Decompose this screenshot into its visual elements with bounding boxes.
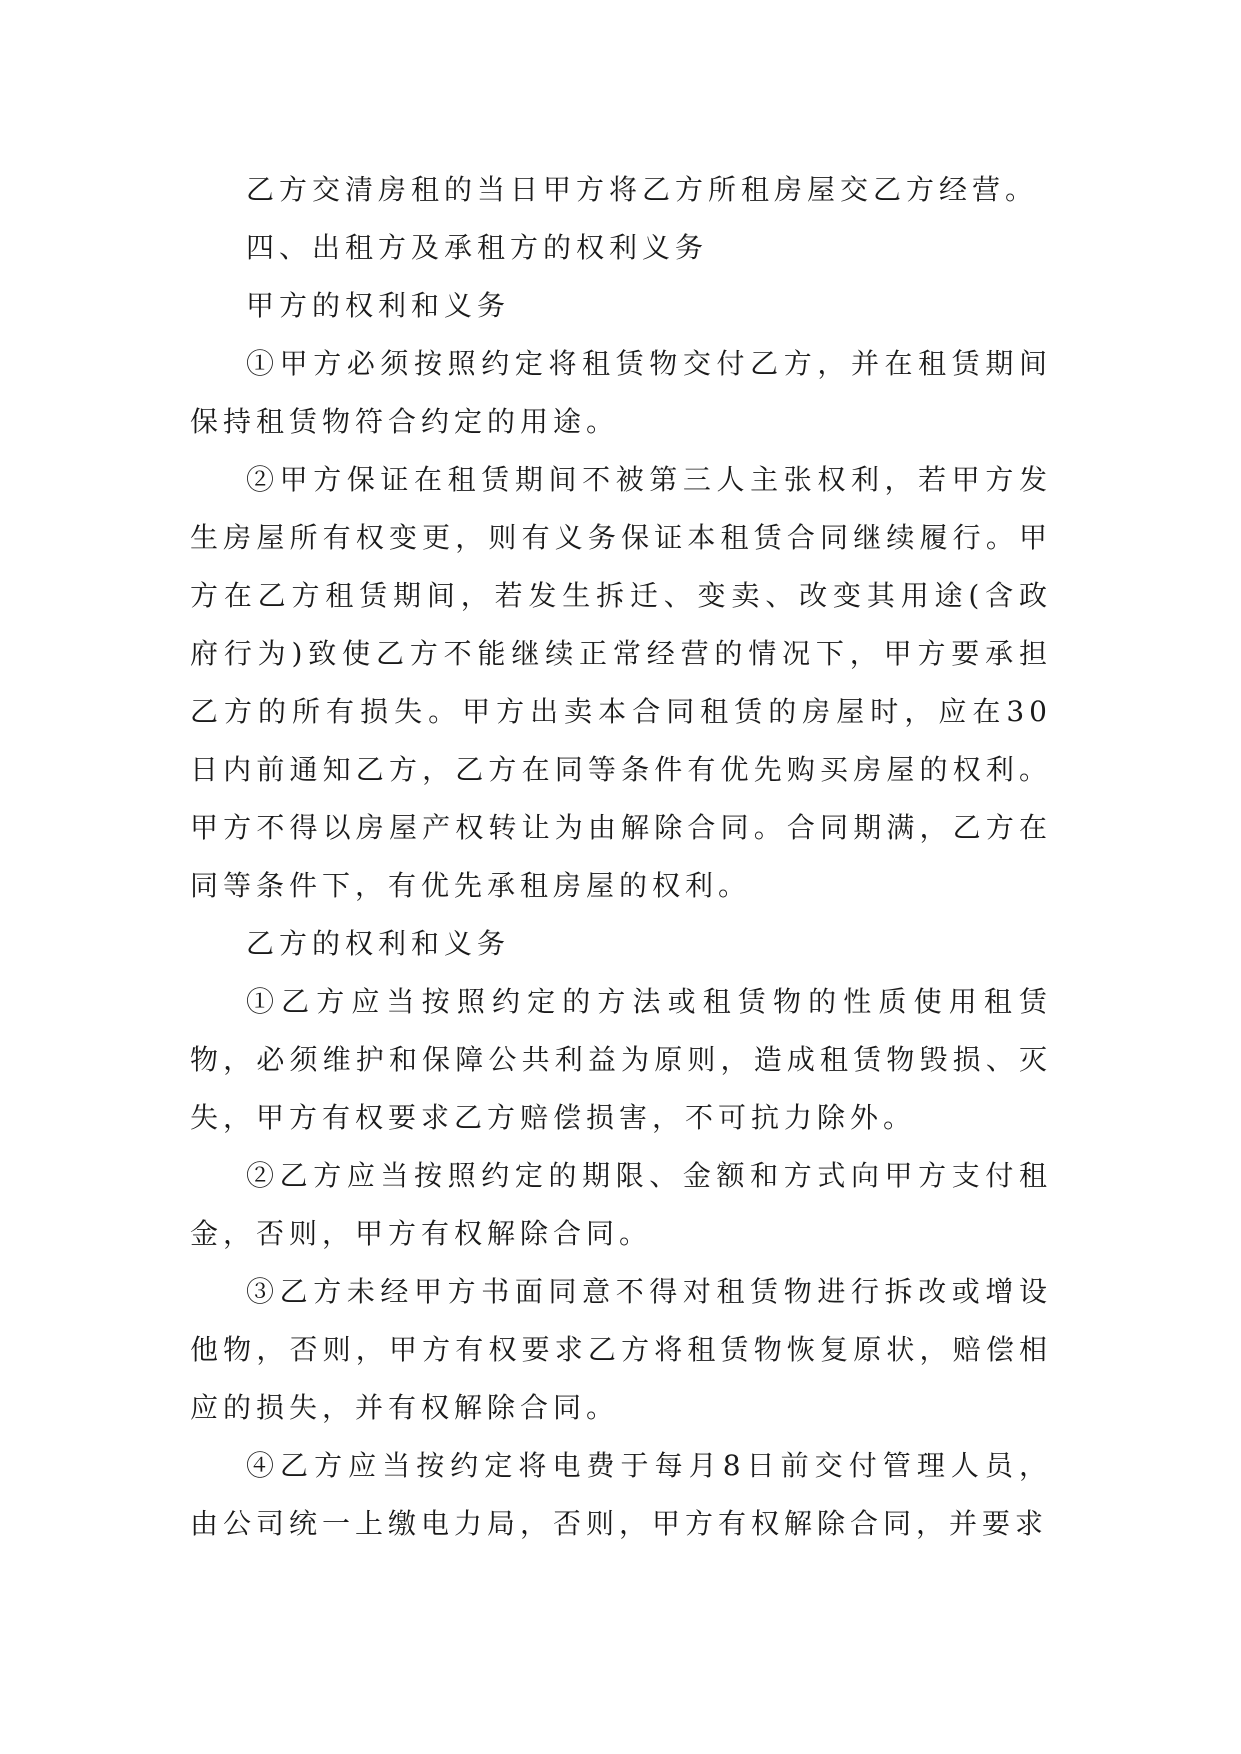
paragraph-rent-handover: 乙方交清房租的当日甲方将乙方所租房屋交乙方经营。 <box>246 173 1039 206</box>
subheading-party-b-rights: 乙方的权利和义务 <box>246 927 511 960</box>
paragraph-party-a-clause-2: ②甲方保证在租赁期间不被第三人主张权利，若甲方发生房屋所有权变更，则有义务保证本租赁合同继续履行。甲方在乙方租赁期间，若发生拆迁、变卖、改变其用途(含政府行为)致使乙方不能继续正常经营的情况下，甲方要承担乙方的所有损失。甲方出卖本合同租赁的房屋时，应在30日内前通知乙方，乙方在同等条件有优先购买房屋的权利。甲方不得以房屋产权转让为由解除合同。合同期满，乙方在同等条件下，有优先承租房屋的权利。 <box>190 463 1052 902</box>
section-heading-rights-obligations: 四、出租方及承租方的权利义务 <box>246 231 709 264</box>
paragraph-party-b-clause-1: ①乙方应当按照约定的方法或租赁物的性质使用租赁物，必须维护和保障公共利益为原则，造成租赁物毁损、灭失，甲方有权要求乙方赔偿损害，不可抗力除外。 <box>190 985 1052 1134</box>
paragraph-party-b-clause-4: ④乙方应当按约定将电费于每月8日前交付管理人员，由公司统一上缴电力局，否则，甲方有权解除合同，并要求 <box>190 1449 1052 1540</box>
subheading-party-a-rights: 甲方的权利和义务 <box>246 289 511 322</box>
paragraph-party-a-clause-1: ①甲方必须按照约定将租赁物交付乙方，并在租赁期间保持租赁物符合约定的用途。 <box>190 347 1052 438</box>
paragraph-party-b-clause-3: ③乙方未经甲方书面同意不得对租赁物进行拆改或增设他物，否则，甲方有权要求乙方将租赁物恢复原状，赔偿相应的损失，并有权解除合同。 <box>190 1275 1052 1424</box>
document-body <box>190 161 1052 1553</box>
paragraph-party-b-clause-2: ②乙方应当按照约定的期限、金额和方式向甲方支付租金，否则，甲方有权解除合同。 <box>190 1159 1052 1250</box>
